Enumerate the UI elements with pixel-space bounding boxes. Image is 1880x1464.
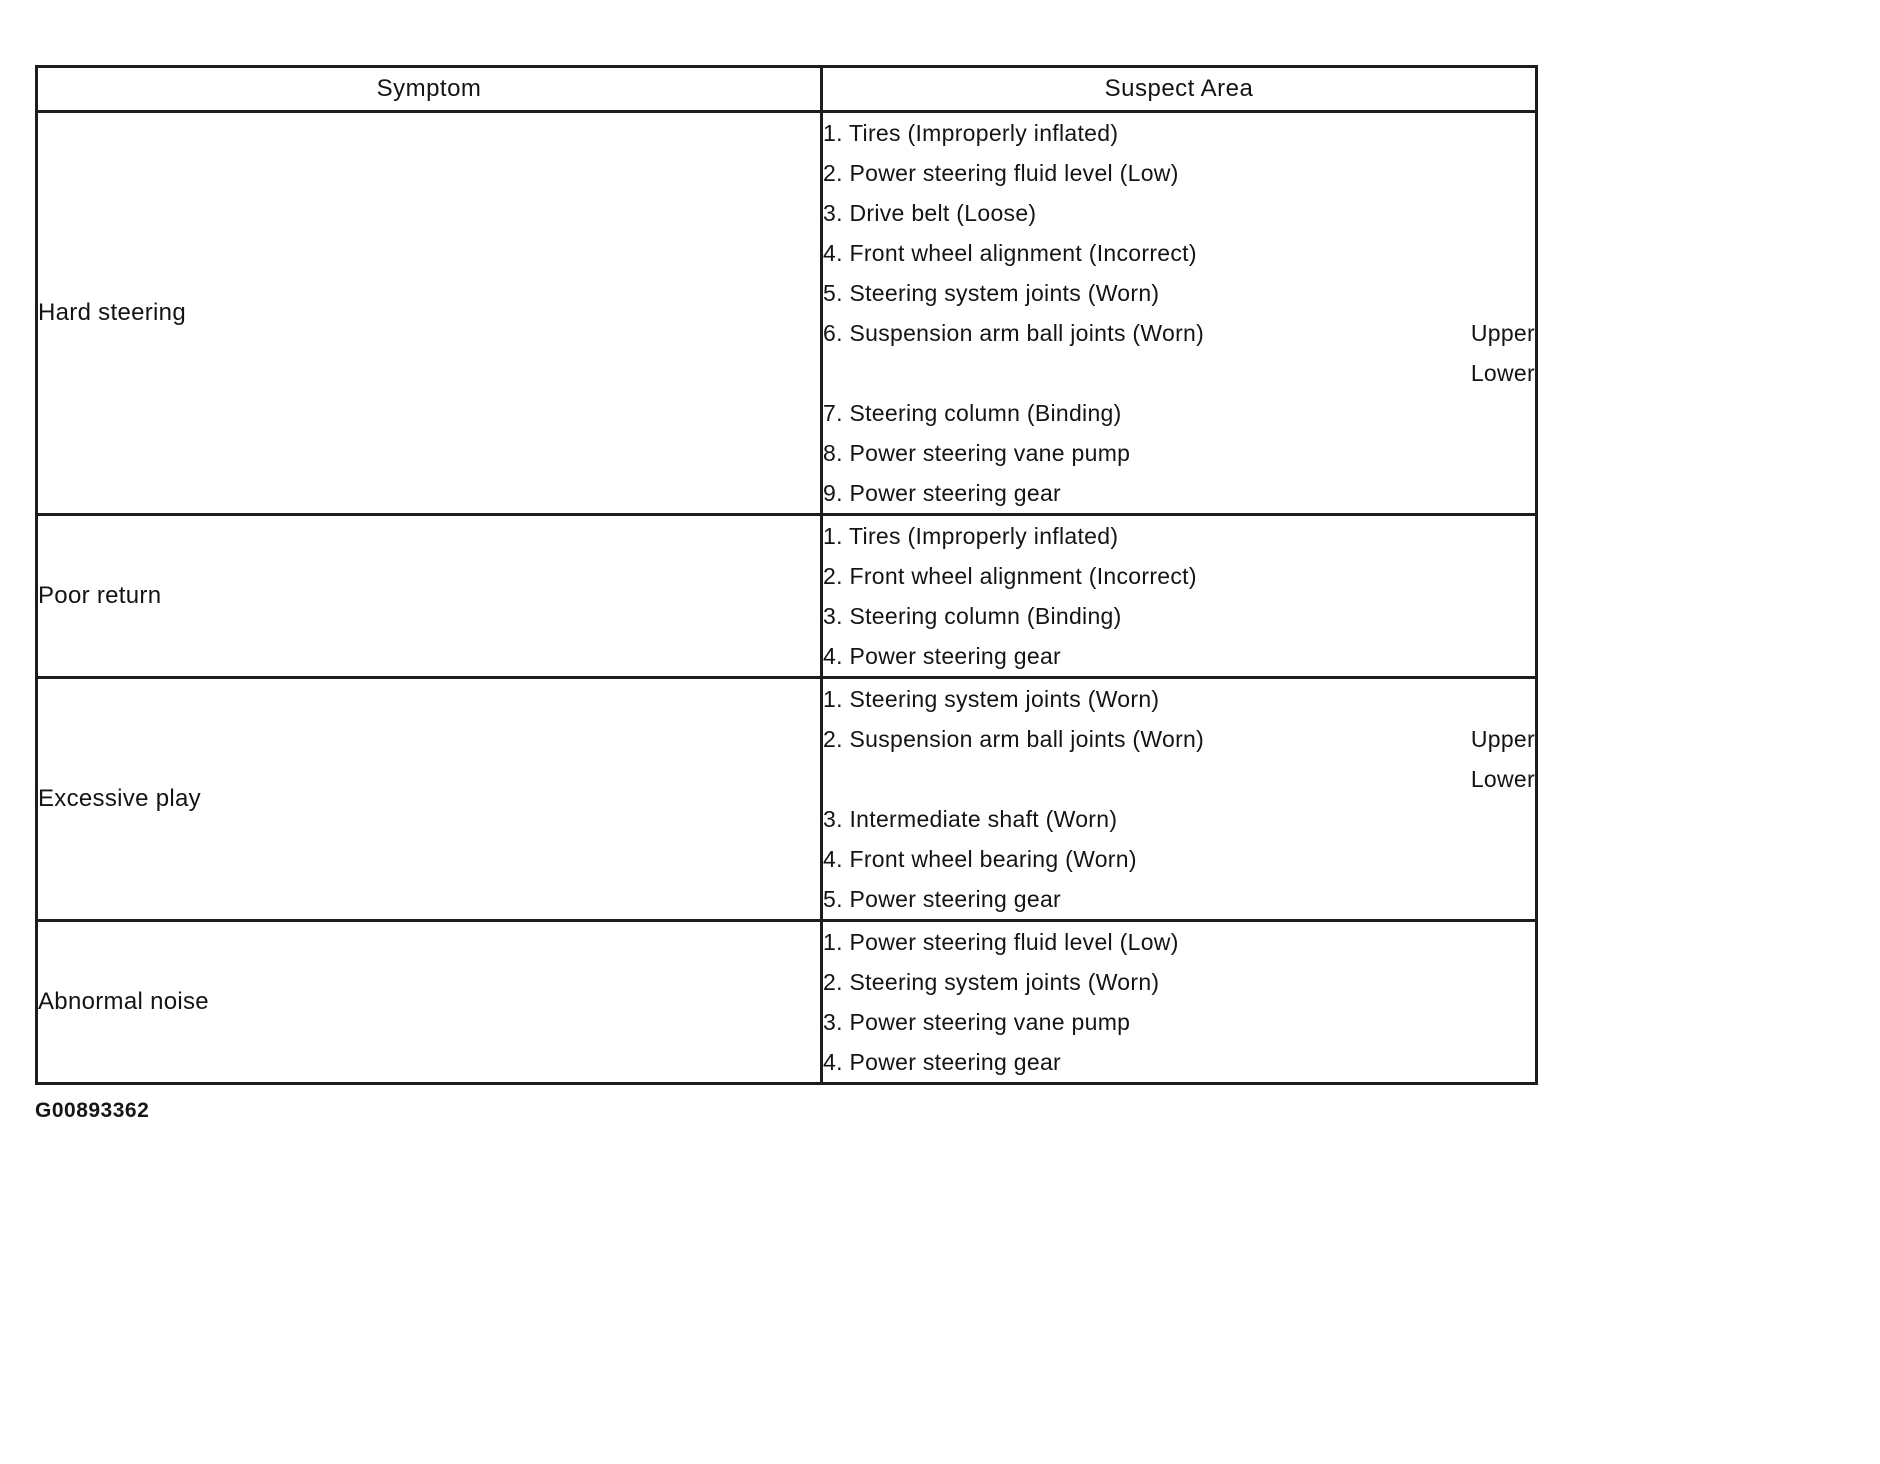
suspect-area-cell [822, 678, 1537, 921]
suspect-item [823, 233, 1535, 273]
suspect-item-text: 7. Steering column (Binding) [823, 399, 1122, 426]
suspect-area-cell [822, 515, 1537, 678]
suspect-item [823, 719, 1535, 759]
suspect-item-text: 2. Front wheel alignment (Incorrect) [823, 562, 1197, 589]
suspect-item-text: 2. Suspension arm ball joints (Worn) [823, 725, 1205, 752]
table-row-excessive-play [37, 678, 1537, 921]
suspect-item [823, 273, 1535, 313]
suspect-item [823, 153, 1535, 193]
header-row [37, 67, 1537, 112]
suspect-item-text: 6. Suspension arm ball joints (Worn) [823, 319, 1205, 346]
suspect-item [823, 1002, 1535, 1042]
suspect-area-column-header: Suspect Area [822, 67, 1537, 112]
suspect-item-text: 1. Tires (Improperly inflated) [823, 119, 1119, 146]
table-row-abnormal-noise [37, 921, 1537, 1084]
suspect-item [823, 113, 1535, 153]
suspect-area-cell [822, 112, 1537, 515]
steering-diagnostics-table [35, 65, 1538, 1085]
suspect-item [823, 393, 1535, 433]
symptom-label: Hard steering [37, 112, 822, 515]
table-row-poor-return [37, 515, 1537, 678]
suspect-item [823, 556, 1535, 596]
suspect-item-text: 2. Steering system joints (Worn) [823, 968, 1160, 995]
suspect-item [823, 193, 1535, 233]
suspect-item-note: Lower [1470, 359, 1535, 386]
suspect-item [823, 799, 1535, 839]
suspect-item-text: 9. Power steering gear [823, 479, 1062, 506]
suspect-area-cell [822, 921, 1537, 1084]
suspect-item-text: 5. Power steering gear [823, 885, 1062, 912]
suspect-item-text: 4. Front wheel bearing (Worn) [823, 845, 1137, 872]
suspect-item [823, 313, 1535, 353]
suspect-item [823, 879, 1535, 919]
suspect-item-text: 8. Power steering vane pump [823, 439, 1131, 466]
suspect-item [823, 473, 1535, 513]
symptom-label: Poor return [37, 515, 822, 678]
suspect-item [823, 839, 1535, 879]
symptom-column-header: Symptom [37, 67, 822, 112]
suspect-item [823, 1042, 1535, 1082]
suspect-item [823, 353, 1535, 393]
table-row-hard-steering [37, 112, 1537, 515]
suspect-item [823, 922, 1535, 962]
symptom-label: Excessive play [37, 678, 822, 921]
suspect-item [823, 679, 1535, 719]
suspect-item [823, 433, 1535, 473]
suspect-item-text: 2. Power steering fluid level (Low) [823, 159, 1179, 186]
suspect-item [823, 759, 1535, 799]
suspect-item-text: 1. Tires (Improperly inflated) [823, 522, 1119, 549]
figure-code: G00893362 [35, 1099, 150, 1122]
document-page [35, 65, 1538, 1123]
suspect-item-text: 4. Power steering gear [823, 642, 1062, 669]
suspect-item [823, 962, 1535, 1002]
suspect-item [823, 636, 1535, 676]
suspect-item-text: 5. Steering system joints (Worn) [823, 279, 1160, 306]
suspect-item-text: 1. Power steering fluid level (Low) [823, 928, 1179, 955]
suspect-item [823, 596, 1535, 636]
suspect-item [823, 516, 1535, 556]
suspect-item-text: 1. Steering system joints (Worn) [823, 685, 1160, 712]
suspect-item-text: 3. Power steering vane pump [823, 1008, 1131, 1035]
suspect-item-note: Lower [1470, 765, 1535, 792]
suspect-item-text: 3. Drive belt (Loose) [823, 199, 1037, 226]
suspect-item-text: 3. Steering column (Binding) [823, 602, 1122, 629]
suspect-item-note: Upper [1470, 725, 1535, 752]
suspect-item-text: 4. Front wheel alignment (Incorrect) [823, 239, 1197, 266]
symptom-label: Abnormal noise [37, 921, 822, 1084]
suspect-item-text: 3. Intermediate shaft (Worn) [823, 805, 1118, 832]
suspect-item-note: Upper [1470, 319, 1535, 346]
suspect-item-text: 4. Power steering gear [823, 1048, 1062, 1075]
